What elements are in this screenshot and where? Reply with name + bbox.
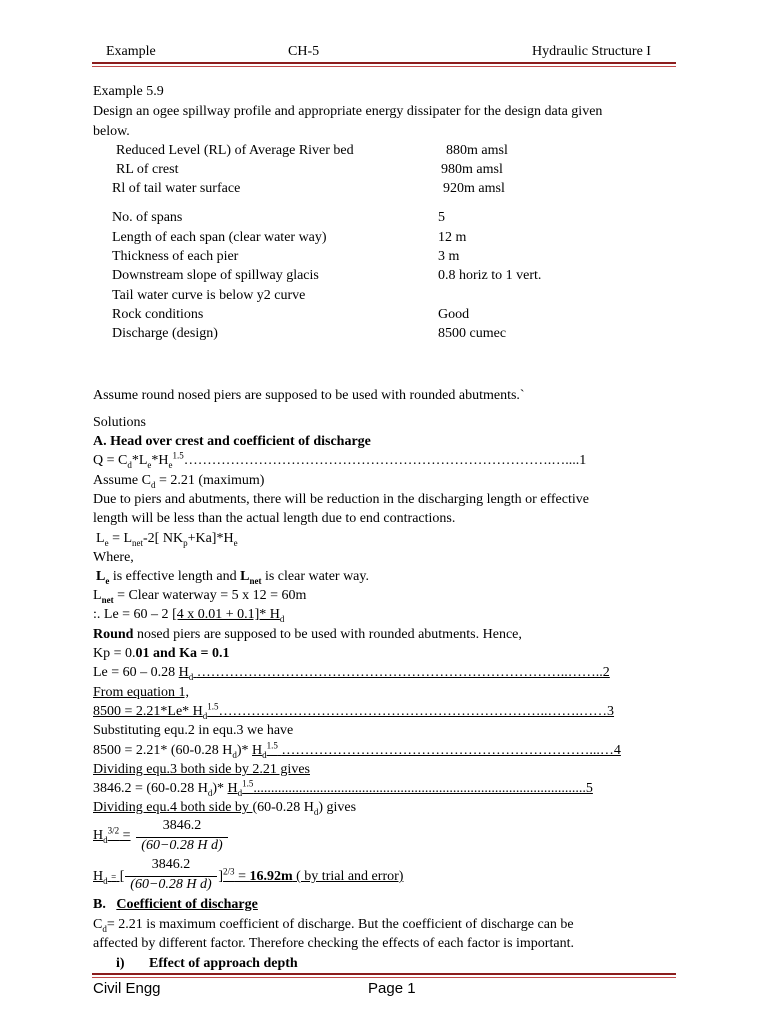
footer-left: Civil Engg: [93, 980, 161, 997]
kp-prefix: Kp = 0.: [93, 646, 136, 661]
le-definition-mid: is effective length and: [109, 569, 241, 584]
where-label: Where,: [93, 550, 134, 565]
data-row-label: Tail water curve is below y2 curve: [112, 288, 306, 303]
data-row-value: 880m amsl: [446, 143, 508, 158]
section-b-heading: [93, 896, 258, 913]
section-a-heading: A. Head over crest and coefficient of discharge: [93, 434, 371, 449]
equation-5-dots: ...............................................................................................5: [253, 781, 593, 796]
assume-cd: Assume $C_d = 2.21$ (maximum): [93, 473, 265, 490]
section-b-title: Coefficient of discharge: [116, 897, 258, 912]
equation-4-start: 8500 = 2.21* (60-0.28 H: [93, 743, 233, 758]
le-definition: $L_e$ is effective length and $L_{net}$ is clear water way.: [96, 569, 369, 586]
hd-32-label: $H_d^{3/2}$ =: [93, 825, 131, 845]
equation-1-dots: …………………………………………………………………….…....1: [183, 453, 587, 468]
kp-ka-line: [93, 645, 229, 662]
fraction-1-numerator: 3846.2: [162, 818, 202, 833]
sub-heading-i-num: i): [116, 956, 125, 971]
paragraph-2-line-1: $C_d= 2.21$ is maximum coefficient of discharge. But the coefficient of discharge can be: [93, 917, 574, 934]
le-formula: $L_e = L_{net}-2$[ $NK_p+Ka]*H_e$: [96, 531, 238, 548]
assumption-text: Assume round nosed piers are supposed to be used with rounded abutments.`: [93, 388, 525, 403]
equation-5: 3846.2 = (60-0.28 $H_d)*$ $H_d^{1.5}...............................................................................................5$: [93, 778, 593, 798]
sub-heading-i: Effect of approach depth: [149, 956, 298, 971]
equation-1: $Q = C_d*L_e*H_e^{1.5}\dots\dots\dots\dots\dots\dots\dots\dots\dots\dots\dots\dots\dots\dots\dots\dots\dots\dots\dots\dots\dots\dots\dots\dots\dots\dots.\dots....1$: [93, 450, 587, 470]
fraction-2-denominator: (60−0.28 H d): [130, 877, 212, 892]
paragraph-2-line-2: affected by different factor. Therefore checking the effects of each factor is important.: [93, 936, 574, 951]
data-row-value: 5: [438, 210, 445, 225]
equation-2-dots: ……………………………………………………………………..……..2: [196, 665, 610, 680]
data-row-value: 8500 cumec: [438, 326, 507, 341]
le-definition-end: is clear water way.: [261, 569, 369, 584]
from-equation-1: From equation 1,: [93, 685, 190, 700]
footer-rule-thin: [92, 977, 676, 978]
equation-4-dots: …………………………………………………………...…4: [281, 743, 621, 758]
equation-2-start: Le = 60 – 0.28: [93, 665, 179, 680]
header-left: Example: [106, 44, 156, 59]
solutions-heading: Solutions: [93, 415, 146, 430]
assume-cd-prefix: Assume C: [93, 473, 151, 488]
data-row-value: 920m amsl: [443, 181, 505, 196]
hd-note: ( by trial and error): [292, 869, 404, 884]
footer-rule: [92, 973, 676, 975]
equation-3-start: 8500 = 2.21*Le* H: [93, 704, 203, 719]
data-row-value: 3 m: [438, 249, 460, 264]
dividing-line-2-start: Dividing equ.4 both side by: [93, 800, 253, 815]
data-row-value: 12 m: [438, 230, 467, 245]
round-pier-line: [93, 626, 522, 643]
equation-3: 8500 = 2.21*Le* $H_d^{1.5}\dots\dots\dots\dots\dots\dots\dots\dots\dots\dots\dots\dots\dots\dots\dots\dots\dots\dots\dots\dots\dots\dots\dots..\dots\dots.\dots\dots 3$: [93, 701, 615, 721]
equation-3-dots: ……………………………………………………………..…….……3: [218, 704, 615, 719]
section-b-letter: B.: [93, 897, 106, 912]
equation-4: 8500 = 2.21* (60-0.28 $H_d)*$ $H_d^{1.5}$ …………………………………………………………...…4: [93, 740, 621, 760]
equation-5-start: 3846.2 = (60-0.28 H: [93, 781, 208, 796]
data-row-label: Length of each span (clear water way): [112, 230, 327, 245]
substituting-line: Substituting equ.2 in equ.3 we have: [93, 723, 294, 738]
fraction-1-denominator: (60−0.28 H d): [141, 838, 223, 853]
round-rest: nosed piers are supposed to be used with rounded abutments. Hence,: [133, 627, 522, 642]
header-center: CH-5: [288, 44, 320, 59]
header-rule-thin: [92, 66, 676, 67]
data-row-label: Downstream slope of spillway glacis: [112, 268, 319, 283]
assume-cd-value: = 2.21 (maximum): [155, 473, 265, 488]
paragraph-2-text: = 2.21 is maximum coefficient of discharge. But the coefficient of discharge can be: [106, 917, 574, 932]
dividing-line-2-mid: (60-0.28 H: [252, 800, 314, 815]
paragraph-1-line-1: Due to piers and abutments, there will be reduction in the discharging length or effective: [93, 492, 589, 507]
data-row-value: 0.8 horiz to 1 vert.: [438, 268, 542, 283]
data-row-value: 980m amsl: [441, 162, 503, 177]
data-row-label: Rl of tail water surface: [112, 181, 241, 196]
header-right: Hydraulic Structure I: [532, 44, 651, 59]
intro-line-1: Design an ogee spillway profile and appropriate energy dissipater for the design data given: [93, 104, 603, 119]
header-rule: [92, 62, 676, 64]
data-row-label: Rock conditions: [112, 307, 204, 322]
data-row-label: RL of crest: [116, 162, 179, 177]
dividing-line-1: Dividing equ.3 both side by 2.21 gives: [93, 762, 310, 777]
dividing-line-2-end: ) gives: [318, 800, 357, 815]
footer-page-number: Page 1: [368, 980, 416, 997]
lnet-value: = Clear waterway = 5 x 12 = 60m: [113, 588, 307, 603]
lnet-line: $L_{net}$ = Clear waterway = 5 x 12 = 60m: [93, 588, 307, 605]
le-line-bracket: [4 x 0.01 + 0.1]* H: [172, 607, 280, 622]
le-line-start: :. Le = 60 – 2: [93, 607, 173, 622]
le-line: :. Le = 60 – 2 [4 x 0.01 + 0.1]* $H_d$: [93, 607, 285, 624]
data-row-label: Thickness of each pier: [112, 249, 239, 264]
data-row-value: Good: [438, 307, 470, 322]
intro-line-2: below.: [93, 124, 130, 139]
hd-result-line: $H_d$ = [ ]$^{2/3}$ = 16.92m ( by trial and error): [93, 866, 404, 886]
paragraph-1-line-2: length will be less than the actual length due to end contractions.: [93, 511, 456, 526]
data-row-label: No. of spans: [112, 210, 183, 225]
hd-result: 16.92m: [249, 869, 293, 884]
example-title: Example 5.9: [93, 84, 164, 99]
round-bold: Round: [93, 627, 134, 642]
data-row-label: Reduced Level (RL) of Average River bed: [116, 143, 354, 158]
fraction-2-numerator: 3846.2: [151, 857, 191, 872]
kp-values: 01 and Ka = 0.1: [135, 646, 230, 661]
equation-2: Le = 60 – 0.28 $H_d$ ……………………………………………………………………..……..2: [93, 665, 610, 682]
dividing-line-2: Dividing equ.4 both side by (60-0.28 $H_d$) gives: [93, 800, 357, 817]
data-row-label: Discharge (design): [112, 326, 218, 341]
